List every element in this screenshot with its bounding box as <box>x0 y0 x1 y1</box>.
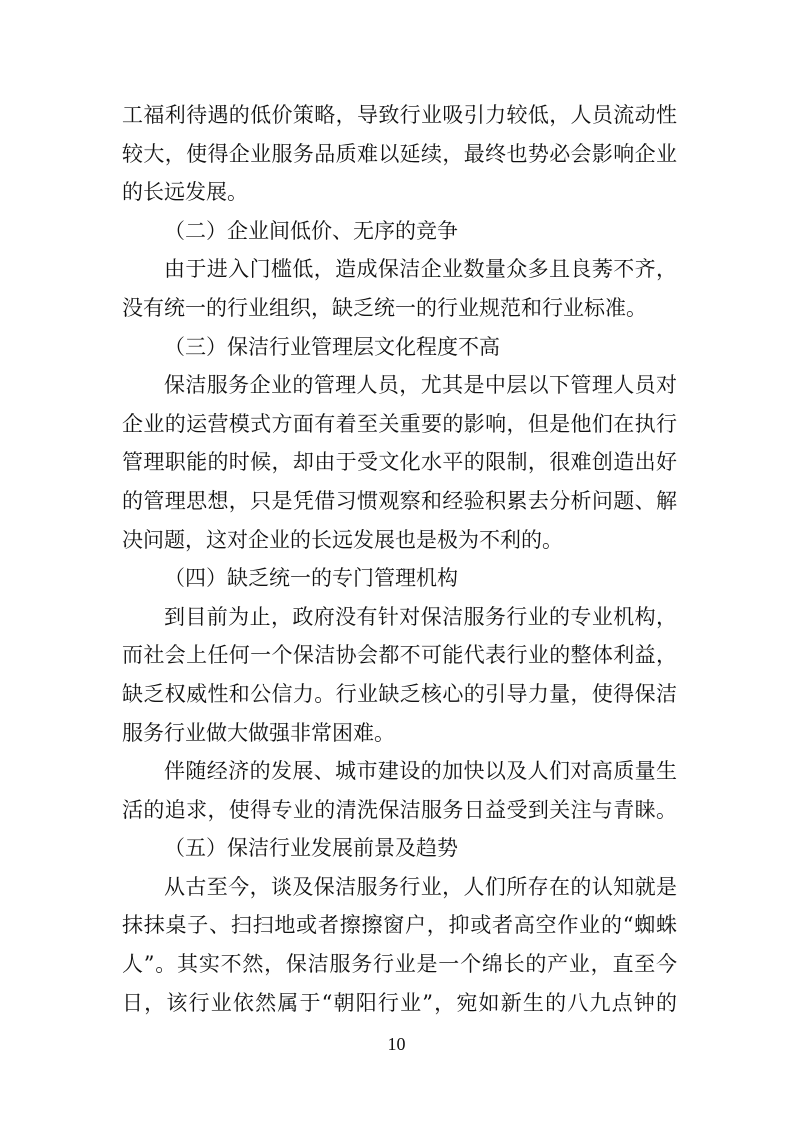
paragraph-line: 而社会上任何一个保洁协会都不可能代表行业的整体利益， <box>122 643 677 668</box>
paragraph-line: 从古至今，谈及保洁服务行业，人们所存在的认知就是 <box>164 874 677 899</box>
paragraph-line: 工福利待遇的低价策略，导致行业吸引力较低，人员流动性 <box>122 103 677 127</box>
section-heading-5: （五）保洁行业发展前景及趋势 <box>164 836 458 861</box>
paragraph-line: 管理职能的时候，却由于受文化水平的限制，很难创造出好 <box>122 450 677 475</box>
paragraph-line: 抹抹桌子、扫扫地或者擦擦窗户，抑或者高空作业的“蜘蛛 <box>122 913 677 938</box>
paragraph-line: 的管理思想，只是凭借习惯观察和经验积累去分析问题、解 <box>122 488 677 513</box>
paragraph-line: 没有统一的行业组织，缺乏统一的行业规范和行业标准。 <box>122 295 647 320</box>
page-number: 10 <box>387 1034 406 1054</box>
section-heading-2: （二）企业间低价、无序的竞争 <box>164 218 458 243</box>
paragraph-line: 服务行业做大做强非常困难。 <box>122 720 395 745</box>
paragraph-line: 决问题，这对企业的长远发展也是极为不利的。 <box>122 527 563 552</box>
paragraph-line: 活的追求，使得专业的清洗保洁服务日益受到关注与青睐。 <box>122 797 677 822</box>
section-heading-4: （四）缺乏统一的专门管理机构 <box>164 566 458 591</box>
paragraph-line: 缺乏权威性和公信力。行业缺乏核心的引导力量，使得保洁 <box>122 681 677 706</box>
section-heading-3: （三）保洁行业管理层文化程度不高 <box>164 334 500 359</box>
paragraph-line: 由于进入门槛低，造成保洁企业数量众多且良莠不齐， <box>164 257 677 282</box>
paragraph-line: 保洁服务企业的管理人员，尤其是中层以下管理人员对 <box>164 373 677 398</box>
paragraph-line: 较大，使得企业服务品质难以延续，最终也势必会影响企业 <box>122 141 677 166</box>
paragraph-line: 到目前为止，政府没有针对保洁服务行业的专业机构， <box>164 604 677 629</box>
paragraph-line: 人”。其实不然，保洁服务行业是一个绵长的产业，直至今 <box>122 952 677 977</box>
document-body <box>122 96 677 1022</box>
paragraph-line: 日，该行业依然属于“朝阳行业”，宛如新生的八九点钟的 <box>122 990 677 1015</box>
paragraph-line: 伴随经济的发展、城市建设的加快以及人们对高质量生 <box>164 759 677 784</box>
paragraph-line: 的长远发展。 <box>122 180 248 205</box>
paragraph-line: 企业的运营模式方面有着至关重要的影响，但是他们在执行 <box>122 411 677 436</box>
